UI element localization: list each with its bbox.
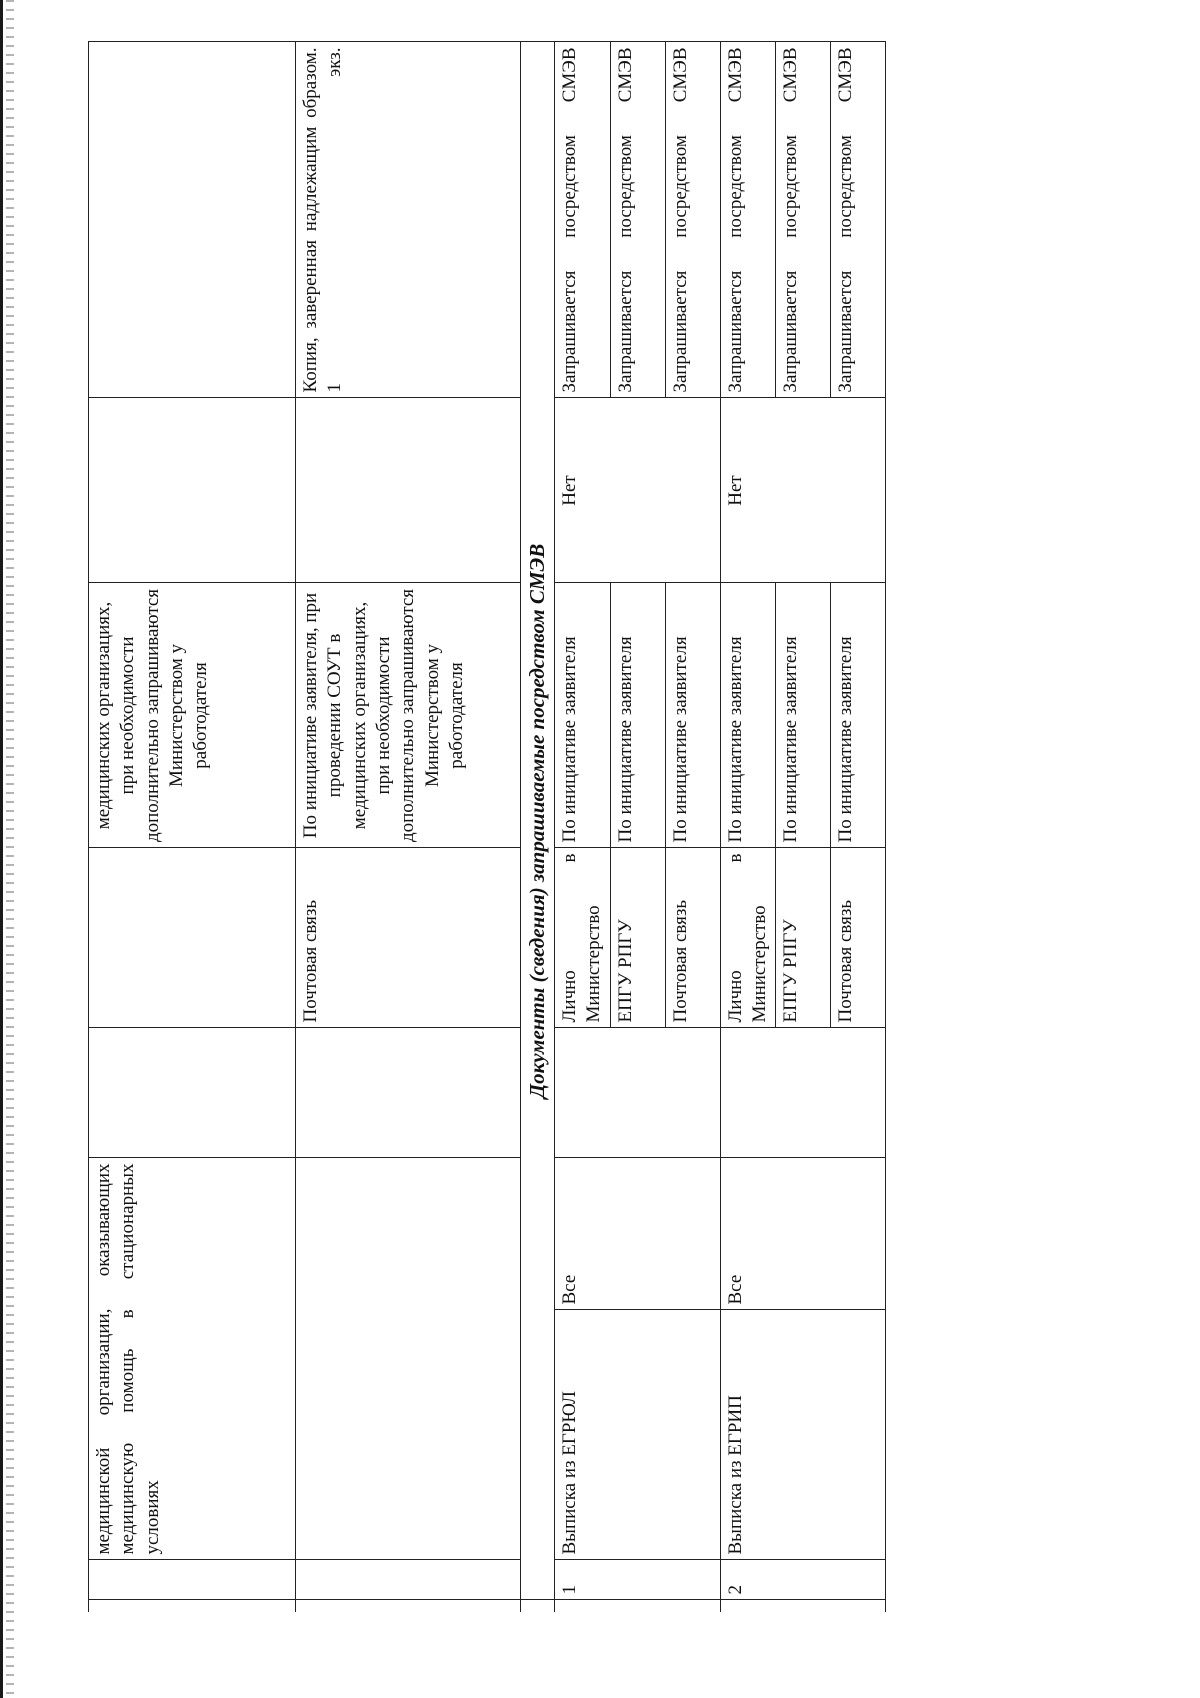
requirement-cell: Запрашивается посредством СМЭВ — [831, 42, 886, 398]
applicant-category: Все — [554, 1158, 720, 1310]
delivery-method: Почтовая связь — [831, 848, 886, 1028]
requirement-cell: Запрашивается посредством СМЭВ — [665, 42, 720, 398]
continued-when-cell: По инициативе заявителя, при проведении СОУТ в медицинских организациях, при необходимости дополнительно запрашиваются Министерством у работодателя — [296, 583, 521, 848]
row-number: 2 — [720, 1560, 886, 1600]
applicant-category: Все — [720, 1158, 886, 1310]
continued-row-2 — [296, 42, 521, 1612]
requirement-cell: Запрашивается посредством СМЭВ — [610, 42, 665, 398]
submission-condition: По инициативе заявителя — [776, 583, 831, 848]
scan-binding-dots — [6, 0, 14, 1698]
section-header-row — [521, 42, 555, 1612]
requirement-cell: Запрашивается посредством СМЭВ — [720, 42, 776, 398]
delivery-method: ЕПГУ РПГУ — [610, 848, 665, 1028]
delivery-method: Лично в Министерство — [554, 848, 610, 1028]
continued-requirements-cell: Копия, заверенная надлежащим образом. 1 экз. — [296, 42, 521, 398]
requirement-cell: Запрашивается посредством СМЭВ — [776, 42, 831, 398]
answer-cell: Нет — [554, 398, 720, 583]
scan-edge — [0, 0, 3, 1698]
table-row — [720, 42, 776, 1612]
answer-cell: Нет — [720, 398, 886, 583]
delivery-method: Лично в Министерство — [720, 848, 776, 1028]
documents-table — [88, 41, 886, 1612]
continued-row — [89, 42, 296, 1612]
submission-condition: По инициативе заявителя — [831, 583, 886, 848]
row-number: 1 — [554, 1560, 720, 1600]
submission-condition: По инициативе заявителя — [554, 583, 610, 848]
rotated-page — [88, 42, 888, 1612]
section-title: Документы (сведения) запрашиваемые посредством СМЭВ — [521, 42, 555, 1600]
document-name: Выписка из ЕГРЮЛ — [554, 1310, 720, 1560]
submission-condition: По инициативе заявителя — [610, 583, 665, 848]
submission-condition: По инициативе заявителя — [720, 583, 776, 848]
document-name: Выписка из ЕГРИП — [720, 1310, 886, 1560]
delivery-method: Почтовая связь — [665, 848, 720, 1028]
continued-when-top-cell: медицинских организациях, при необходимости дополнительно запрашиваются Министерством у работодателя — [89, 583, 296, 848]
requirement-cell: Запрашивается посредством СМЭВ — [554, 42, 610, 398]
delivery-method: ЕПГУ РПГУ — [776, 848, 831, 1028]
continued-document-cell: медицинской организации, оказывающих медицинскую помощь в стационарных условиях — [89, 1158, 296, 1560]
table-row — [554, 42, 610, 1612]
continued-method-cell: Почтовая связь — [296, 848, 521, 1028]
submission-condition: По инициативе заявителя — [665, 583, 720, 848]
